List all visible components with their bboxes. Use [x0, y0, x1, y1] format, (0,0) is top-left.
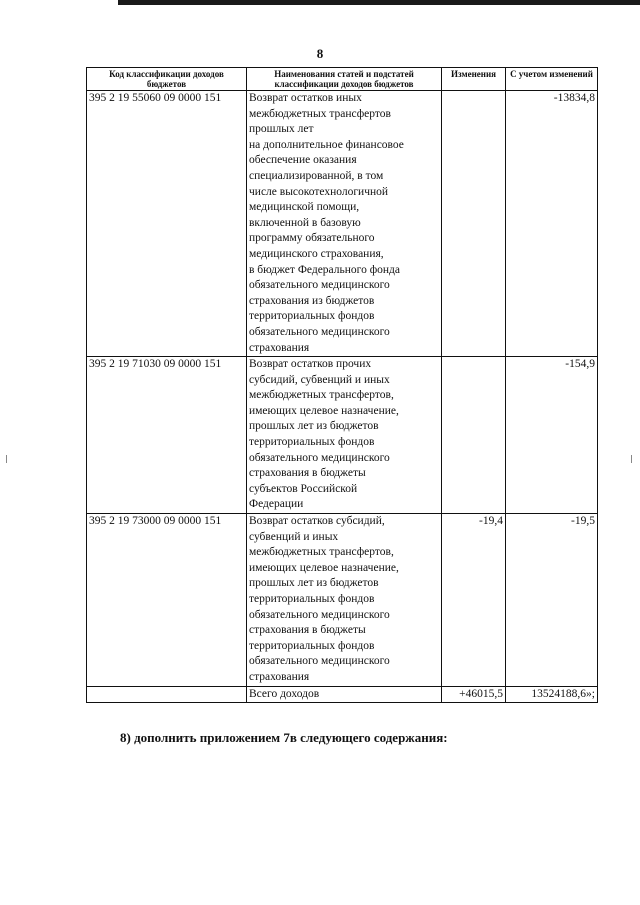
- row-name-line: страхования в бюджеты: [249, 467, 366, 480]
- total-change: +46015,5: [442, 686, 506, 702]
- row-code: 395 2 19 73000 09 0000 151: [87, 514, 247, 687]
- row-name-line: медицинской помощи,: [249, 201, 360, 214]
- row-name-line: межбюджетных трансфертов: [249, 107, 391, 120]
- row-name-line: имеющих целевое назначение,: [249, 404, 399, 417]
- row-name-line: страхования из бюджетов: [249, 294, 375, 307]
- row-name-line: Возврат остатков прочих: [249, 358, 372, 371]
- table-total-row: [87, 686, 598, 702]
- row-name-line: медицинского страхования,: [249, 247, 384, 260]
- closing-instruction: 8) дополнить приложением 7в следующего содержания:: [120, 730, 448, 745]
- row-name-line: Возврат остатков иных: [249, 92, 362, 104]
- row-name-line: Федерации: [249, 498, 304, 511]
- row-name-line: программу обязательного: [249, 232, 375, 245]
- table-header-row: [87, 68, 598, 91]
- row-change: -19,4: [442, 514, 506, 687]
- top-scan-rule: [118, 0, 640, 5]
- table-row: [87, 91, 598, 357]
- row-with-change: -19,5: [506, 514, 598, 687]
- row-name-line: страхования: [249, 670, 310, 683]
- row-name-line: числе высокотехнологичной: [249, 185, 389, 198]
- row-name-line: межбюджетных трансфертов,: [249, 546, 394, 559]
- header-with-change: С учетом изменений: [506, 68, 598, 91]
- table-row: [87, 357, 598, 514]
- row-code: 395 2 19 55060 09 0000 151: [87, 91, 247, 357]
- row-name-line: субсидий, субвенций и иных: [249, 373, 390, 386]
- row-name-line: территориальных фондов: [249, 436, 375, 449]
- row-name: [247, 514, 442, 687]
- page-number: 8: [316, 46, 324, 61]
- row-name-line: территориальных фондов: [249, 639, 375, 652]
- row-name-line: в бюджет Федерального фонда: [249, 263, 401, 276]
- row-name-line: обязательного медицинского: [249, 279, 390, 292]
- scan-margin-mark: [6, 455, 7, 463]
- row-change: [442, 91, 506, 357]
- row-name-line: обязательного медицинского: [249, 655, 390, 668]
- row-name-line: субъектов Российской: [249, 482, 358, 495]
- row-name-line: на дополнительное финансовое: [249, 138, 404, 151]
- row-name-line: обеспечение оказания: [249, 154, 357, 167]
- table-row: [87, 514, 598, 687]
- row-name-line: включенной в базовую: [249, 216, 361, 229]
- revenue-classification-table: [86, 67, 598, 703]
- row-name: [247, 91, 442, 357]
- total-with-change: 13524188,6»;: [506, 686, 598, 702]
- row-name: [247, 357, 442, 514]
- row-name-line: Возврат остатков субсидий,: [249, 515, 385, 528]
- row-name-line: обязательного медицинского: [249, 608, 390, 621]
- row-name-line: специализированной, в том: [249, 169, 384, 182]
- row-name-line: территориальных фондов: [249, 593, 375, 605]
- row-name-line: субвенций и иных: [249, 530, 339, 543]
- row-name-line: прошлых лет: [249, 123, 314, 136]
- row-name-line: прошлых лет из бюджетов: [249, 420, 379, 433]
- row-name-line: обязательного медицинского: [249, 325, 390, 338]
- row-name-line: страхования: [249, 341, 310, 354]
- scan-margin-mark: [631, 455, 632, 463]
- row-change: [442, 357, 506, 514]
- row-name-line: территориальных фондов: [249, 310, 375, 323]
- total-code-cell: [87, 686, 247, 702]
- row-code: 395 2 19 71030 09 0000 151: [87, 357, 247, 514]
- row-name-line: прошлых лет из бюджетов: [249, 577, 379, 590]
- row-name-line: страхования в бюджеты: [249, 624, 366, 637]
- header-name: Наименования статей и подстатей классификации доходов бюджетов: [247, 68, 442, 91]
- header-code: Код классификации доходов бюджетов: [87, 68, 247, 91]
- row-name-line: обязательного медицинского: [249, 451, 390, 464]
- row-name-line: имеющих целевое назначение,: [249, 561, 399, 574]
- row-with-change: -154,9: [506, 357, 598, 514]
- total-label: Всего доходов: [247, 686, 442, 702]
- header-change: Изменения: [442, 68, 506, 91]
- row-name-line: межбюджетных трансфертов,: [249, 389, 394, 402]
- row-with-change: -13834,8: [506, 91, 598, 357]
